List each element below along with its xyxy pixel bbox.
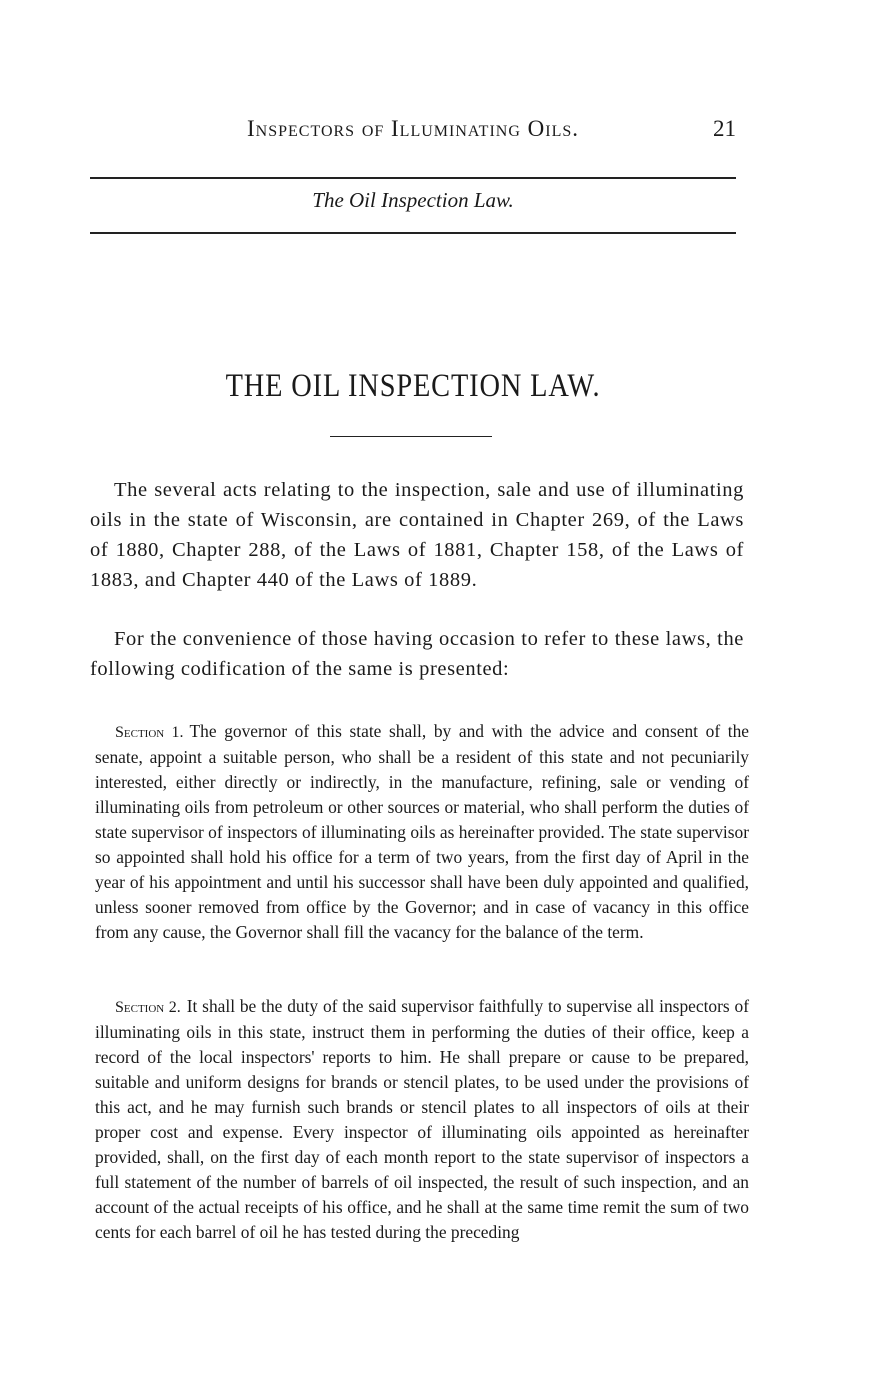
intro-paragraph: For the convenience of those having occasion to refer to these laws, the following codification of the same is presented: <box>90 628 744 680</box>
running-title: Inspectors of Illuminating Oils. <box>247 116 579 141</box>
section-label: Section 2. <box>115 999 181 1016</box>
law-section <box>95 994 749 1245</box>
header-top-rule <box>90 177 736 179</box>
title-underline <box>330 436 492 437</box>
section-text: It shall be the duty of the said supervisor faithfully to supervise all inspectors of illuminating oils in this state, instruct them in performing the duties of their office, keep a record of the local inspectors' reports to him. He shall prepare or cause to be prepared, suitable and uniform designs for brands or stencil plates, to be used under the provisions of this act, and he may furnish such brands or stencil plates to all inspectors of oils at their proper cost and expense. Every inspector of illuminating oils appointed as hereinafter provided, shall, on the first day of each month report to the state supervisor of inspectors a full statement of the number of barrels of oil inspected, the result of such inspection, and an account of the actual receipts of his office, and he shall at the same time remit the sum of two cents for each barrel of oil he has tested during the preceding <box>95 996 749 1242</box>
intro-paragraph: The several acts relating to the inspection, sale and use of illuminating oils in the state of Wisconsin, are contained in Chapter 269, of the Laws of 1880, Chapter 288, of the Laws of 1881, Chapter 158, of the Laws of 1883, and Chapter 440 of the Laws of 1889. <box>90 479 744 591</box>
page-number: 21 <box>713 116 736 141</box>
section-subtitle: The Oil Inspection Law. <box>312 188 514 212</box>
law-section <box>95 719 749 945</box>
running-head <box>90 116 736 146</box>
section-text: The governor of this state shall, by and with the advice and consent of the senate, appoint a suitable person, who shall be a resident of this state and not pecuniarily interested, either directly or indirectly, in the manufacture, refining, sale or vending of illuminating oils from petroleum or other sources or material, who shall perform the duties of state supervisor of inspectors of illuminating oils as hereinafter provided. The state supervisor so appointed shall hold his office for a term of two years, from the first day of April in the year of his appointment and until his successor shall have been duly appointed and qualified, unless sooner removed from office by the Governor; and in case of vacancy in this office from any cause, the Governor shall fill the vacancy for the balance of the term. <box>95 721 749 942</box>
header-bottom-rule <box>90 232 736 234</box>
section-label: Section 1. <box>115 724 184 741</box>
page-title: THE OIL INSPECTION LAW. <box>225 368 601 404</box>
